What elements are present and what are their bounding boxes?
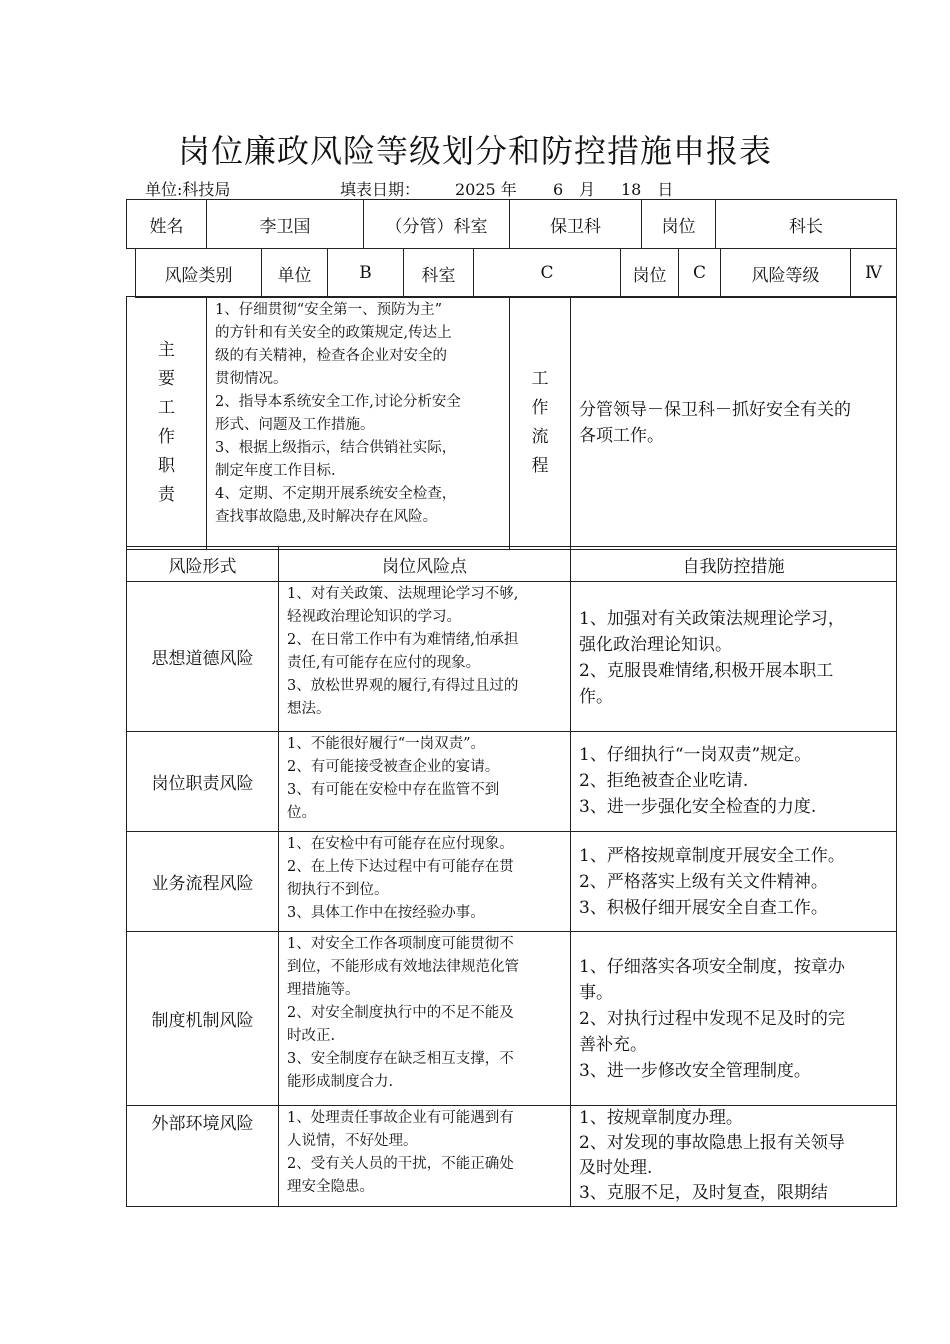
dept-label: （分管）科室 [364, 200, 510, 249]
risk-form-header: 风险形式 [127, 547, 279, 582]
measures-cell [571, 832, 897, 932]
date-year: 2025 年 [455, 180, 517, 199]
risk-form-cell: 业务流程风险 [127, 832, 279, 932]
risk-point-line: 理措施等。 [287, 982, 360, 998]
measure-line: 3、克服不足，及时复查，限期结 [579, 1183, 828, 1203]
post-label: 岗位 [621, 249, 679, 298]
measure-line: 1、按规章制度办理。 [579, 1108, 743, 1128]
workflow-content [571, 297, 897, 550]
duties-content [207, 297, 510, 550]
table-row [127, 582, 897, 732]
workflow-label-char: 流 [531, 427, 549, 447]
post-value: 科长 [716, 200, 897, 249]
dept-value: 保卫科 [510, 200, 642, 249]
duty-line: 1、仔细贯彻“安全第一、预防为主” [215, 302, 443, 318]
date-day: 18 日 [621, 180, 674, 199]
measure-line: 3、进一步强化安全检查的力度. [579, 797, 817, 817]
measure-line: 2、对发现的事故隐患上报有关领导 [579, 1133, 845, 1153]
risk-table [126, 546, 897, 1207]
measures-cell [571, 932, 897, 1106]
measure-line: 善补充。 [579, 1034, 647, 1055]
risk-point-line: 时改正. [287, 1028, 336, 1044]
risk-point-header: 岗位风险点 [279, 547, 571, 582]
risk-point-line: 能形成制度合力. [287, 1074, 394, 1090]
risk-point-line: 想法。 [287, 701, 331, 717]
risk-point-line: 责任,有可能存在应付的现象。 [287, 655, 481, 671]
date-label: 填表日期： [340, 180, 421, 199]
name-value: 李卫国 [207, 200, 364, 249]
duty-line: 贯彻情况。 [215, 371, 288, 387]
risk-point-line: 2、受有关人员的干扰，不能正确处 [287, 1156, 514, 1172]
duty-line: 制定年度工作目标. [215, 463, 336, 479]
risk-point-line: 1、对有关政策、法规理论学习不够, [287, 586, 519, 602]
duties-label [127, 297, 207, 550]
date-month: 6 月 [553, 180, 596, 199]
risk-point-line: 3、具体工作中在按经验办事。 [287, 905, 485, 921]
workflow-line: 分管领导－保卫科－抓好安全有关的 [579, 400, 851, 420]
duties-label-char: 主 [158, 340, 175, 360]
risk-point-line: 1、在安检中有可能存在应付现象。 [287, 836, 514, 852]
risk-point-line: 1、处理责任事故企业有可能遇到有 [287, 1110, 514, 1126]
risk-point-line: 位。 [287, 805, 316, 821]
measure-line: 及时处理. [579, 1158, 653, 1178]
duties-label-char: 职 [158, 456, 175, 476]
duty-line: 2、指导本系统安全工作,讨论分析安全 [215, 394, 461, 410]
measures-cell [571, 582, 897, 732]
dept-label: 科室 [404, 249, 474, 298]
duties-table [126, 296, 897, 550]
risk-point-line: 3、有可能在安检中存在监管不到 [287, 782, 500, 798]
risk-point-line: 3、放松世界观的履行,有得过且过的 [287, 678, 519, 694]
table-row [127, 732, 897, 832]
risk-points-cell [279, 582, 571, 732]
workflow-line: 各项工作。 [579, 426, 664, 446]
risk-point-line: 2、有可能接受被查企业的宴请。 [287, 759, 500, 775]
measure-line: 2、克服畏难情绪,积极开展本职工 [579, 661, 834, 681]
workflow-label-char: 工 [531, 369, 549, 389]
measures-cell [571, 732, 897, 832]
risk-point-line: 2、在上传下达过程中有可能存在贯 [287, 859, 514, 875]
risk-points-cell [279, 832, 571, 932]
duty-line: 级的有关精神，检查各企业对安全的 [215, 348, 447, 364]
measure-line: 2、对执行过程中发现不足及时的完 [579, 1008, 845, 1029]
measure-line: 3、积极仔细开展安全自查工作。 [579, 897, 828, 918]
risk-type-label: 风险类别 [136, 249, 262, 298]
duties-label-char: 作 [158, 427, 175, 447]
table-row [127, 832, 897, 932]
risk-form-cell: 外部环境风险 [127, 1106, 279, 1207]
table-row [127, 932, 897, 1106]
measure-line: 事。 [579, 982, 613, 1003]
duties-label-char: 责 [158, 485, 175, 505]
risk-form-cell: 岗位职责风险 [127, 732, 279, 832]
risk-point-line: 3、安全制度存在缺乏相互支撑，不 [287, 1051, 514, 1067]
risk-point-line: 到位，不能形成有效地法律规范化管 [287, 959, 519, 975]
risk-level-label: 风险等级 [721, 249, 851, 298]
measure-line: 强化政治理论知识。 [579, 635, 732, 655]
risk-form-cell: 思想道德风险 [127, 582, 279, 732]
measure-line: 1、严格按规章制度开展安全工作。 [579, 845, 845, 866]
risk-point-line: 彻执行不到位。 [287, 882, 389, 898]
duties-label-char: 要 [158, 369, 175, 389]
measure-line: 1、加强对有关政策法规理论学习， [579, 609, 845, 629]
duty-line: 4、定期、不定期开展系统安全检查， [215, 486, 457, 502]
workflow-label-char: 程 [531, 456, 549, 476]
measure-line: 2、严格落实上级有关文件精神。 [579, 871, 828, 892]
category-table [135, 248, 897, 298]
dept-value: C [474, 249, 621, 298]
table-row [127, 1106, 897, 1207]
unit-label: 单位:科技局 [145, 180, 231, 199]
risk-points-cell [279, 1106, 571, 1207]
risk-table-header-row [127, 547, 897, 582]
unit-value: B [328, 249, 404, 298]
workflow-label [510, 297, 571, 550]
measures-cell [571, 1106, 897, 1207]
risk-point-line: 2、在日常工作中有为难情绪,怕承担 [287, 632, 519, 648]
header-table [126, 199, 897, 249]
risk-point-line: 轻视政治理论知识的学习。 [287, 609, 461, 625]
duties-label-char: 工 [158, 398, 175, 418]
risk-form-cell: 制度机制风险 [127, 932, 279, 1106]
risk-point-line: 人说情，不好处理。 [287, 1133, 418, 1149]
risk-points-cell [279, 932, 571, 1106]
risk-point-line: 1、对安全工作各项制度可能贯彻不 [287, 936, 514, 952]
measure-line: 3、进一步修改安全管理制度。 [579, 1060, 811, 1081]
workflow-label-char: 作 [531, 398, 549, 418]
post-label: 岗位 [642, 200, 716, 249]
page-title: 岗位廉政风险等级划分和防控措施申报表 [177, 132, 772, 170]
measure-line: 1、仔细落实各项安全制度，按章办 [579, 956, 845, 977]
measure-header: 自我防控措施 [571, 547, 897, 582]
duty-line: 查找事故隐患,及时解决存在风险。 [215, 509, 438, 525]
risk-point-line: 理安全隐患。 [287, 1179, 374, 1195]
measure-line: 1、仔细执行“一岗双责”规定。 [579, 745, 812, 765]
risk-point-line: 2、对安全制度执行中的不足不能及 [287, 1005, 514, 1021]
unit-label: 单位 [262, 249, 328, 298]
duty-line: 形式、问题及工作措施。 [215, 417, 375, 433]
measure-line: 作。 [579, 687, 613, 707]
name-label: 姓名 [127, 200, 207, 249]
duty-line: 的方针和有关安全的政策规定,传达上 [215, 325, 452, 341]
post-value: C [679, 249, 721, 298]
duty-line: 3、根据上级指示，结合供销社实际， [215, 440, 457, 456]
risk-point-line: 1、不能很好履行“一岗双责”。 [287, 736, 486, 752]
measure-line: 2、拒绝被查企业吃请. [579, 771, 749, 791]
risk-level-value: Ⅳ [851, 249, 897, 298]
risk-points-cell [279, 732, 571, 832]
